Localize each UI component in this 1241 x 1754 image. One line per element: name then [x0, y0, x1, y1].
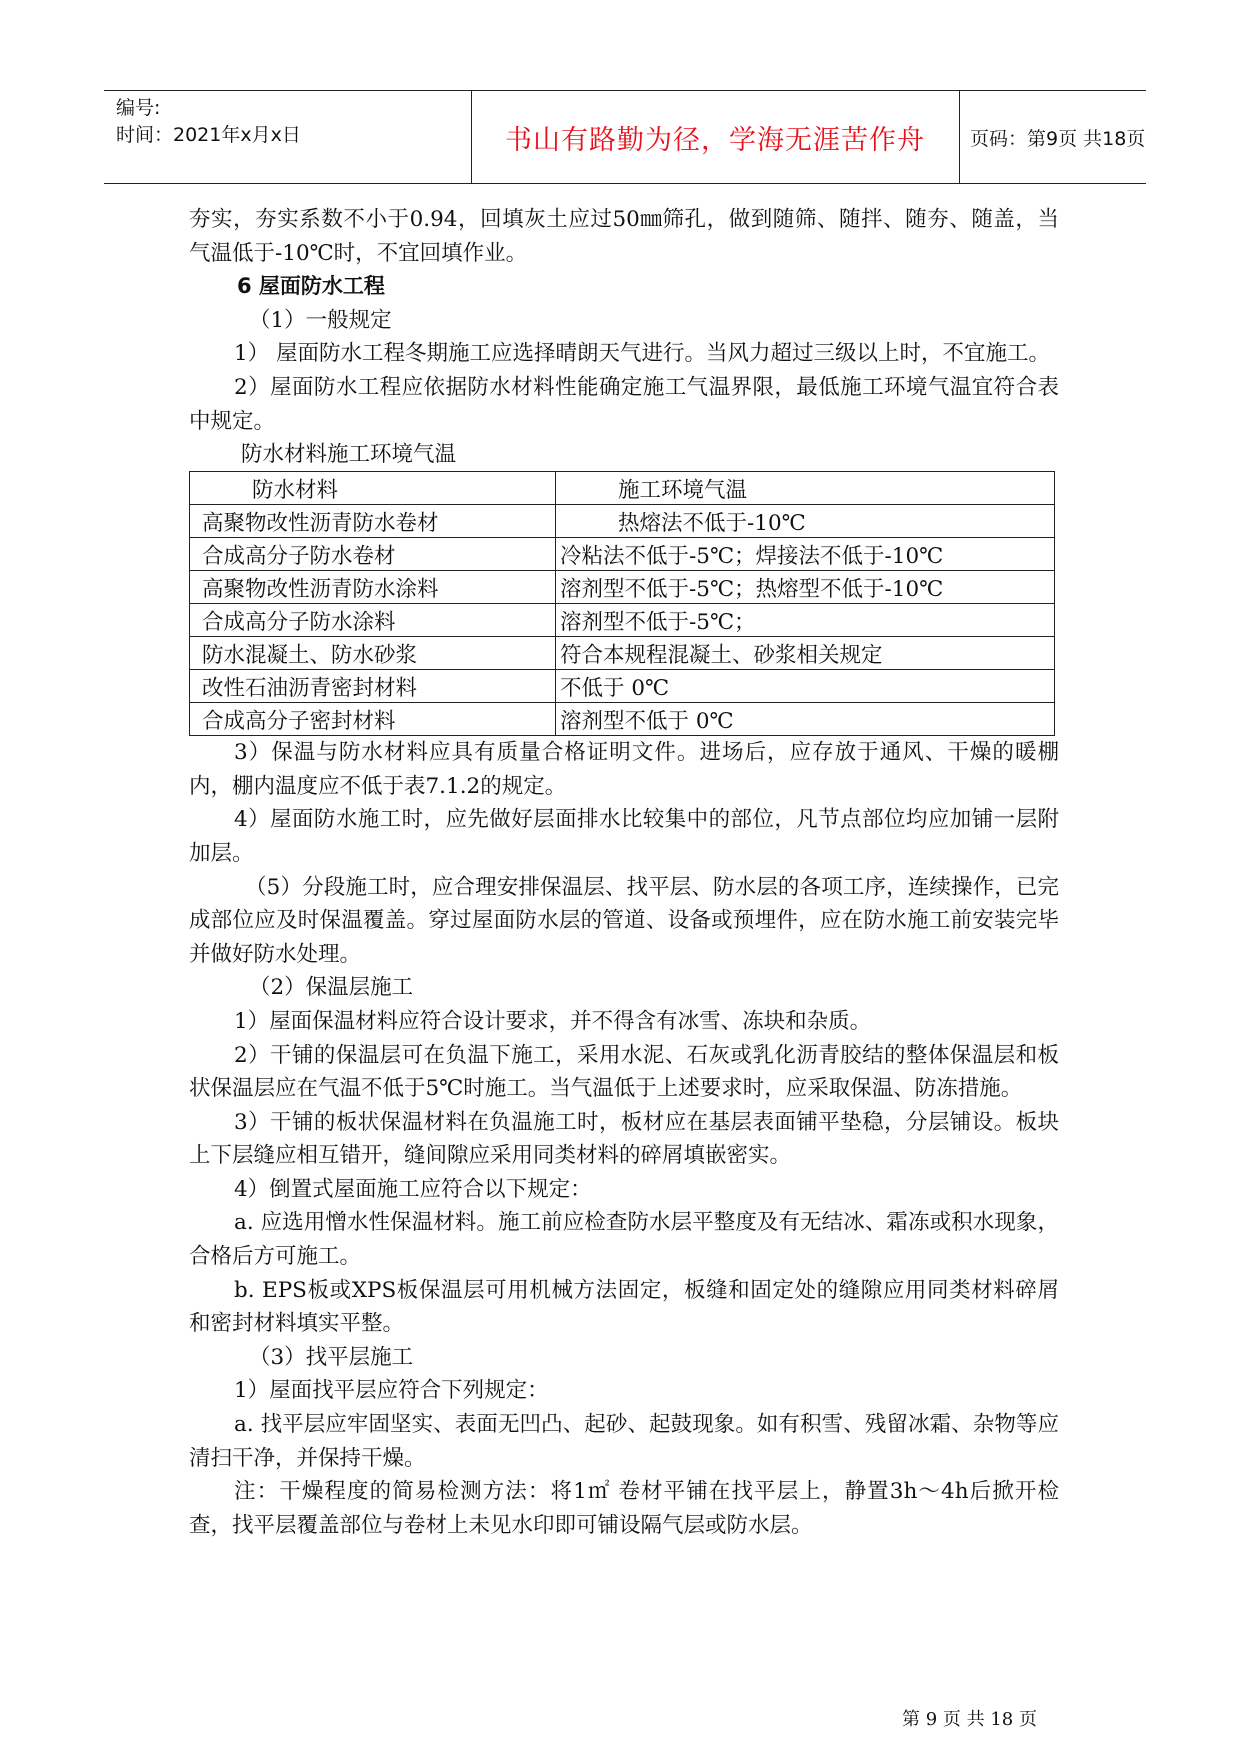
- table-row: [190, 571, 1055, 604]
- table-cell: 热熔法不低于-10℃: [556, 505, 1055, 538]
- page-footer: 第 9 页 共 18 页: [902, 1709, 1037, 1730]
- paragraph: b. EPS板或XPS板保温层可用机械方法固定，板缝和固定处的缝隙应用同类材料碎屑和密封材料填实平整。: [189, 1277, 1059, 1337]
- paragraph: 1） 屋面防水工程冬期施工应选择晴朗天气进行。当风力超过三级以上时，不宜施工。: [234, 341, 1051, 367]
- table-cell: 不低于 0℃: [556, 670, 1055, 703]
- table-cell: 高聚物改性沥青防水卷材: [190, 505, 556, 538]
- table-caption: 防水材料施工环境气温: [241, 442, 457, 468]
- table-cell: 溶剂型不低于-5℃；热熔型不低于-10℃: [556, 571, 1055, 604]
- table-cell: 溶剂型不低于 0℃: [556, 703, 1055, 736]
- time-label: 时间：2021年x月x日: [116, 124, 301, 146]
- subsection-title: （1）一般规定: [249, 307, 392, 333]
- table-cell: 合成高分子密封材料: [190, 703, 556, 736]
- table-row: [190, 505, 1055, 538]
- paragraph: 3）干铺的板状保温材料在负温施工时，板材应在基层表面铺平垫稳，分层铺设。板块上下层缝应相互错开，缝间隙应采用同类材料的碎屑填嵌密实。: [189, 1109, 1059, 1169]
- paragraph: 1）屋面找平层应符合下列规定：: [234, 1378, 549, 1404]
- table-row: [190, 637, 1055, 670]
- paragraph: 2）屋面防水工程应依据防水材料性能确定施工气温界限，最低施工环境气温宜符合表中规定。: [189, 374, 1059, 434]
- header-meta: [116, 95, 301, 149]
- document-body: [189, 203, 1059, 1542]
- table-header-cell: 施工环境气温: [556, 472, 1055, 505]
- document-header: [104, 90, 1146, 184]
- paragraph: 2）干铺的保温层可在负温下施工，采用水泥、石灰或乳化沥青胶结的整体保温层和板状保温层应在气温不低于5℃时施工。当气温低于上述要求时，应采取保温、防冻措施。: [189, 1042, 1059, 1102]
- table-row: [190, 670, 1055, 703]
- header-divider: [959, 91, 960, 183]
- number-label: 编号:: [116, 97, 161, 119]
- paragraph: 夯实，夯实系数不小于0.94，回填灰土应过50㎜筛孔，做到随筛、随拌、随夯、随盖，当气温低于-10℃时，不宜回填作业。: [189, 207, 1059, 266]
- table-row: [190, 703, 1055, 736]
- table-cell: 合成高分子防水涂料: [190, 604, 556, 637]
- table-row: [190, 604, 1055, 637]
- subsection-title: （3）找平层施工: [249, 1344, 414, 1370]
- table-cell: 溶剂型不低于-5℃；: [556, 604, 1055, 637]
- table-header-cell: 防水材料: [190, 472, 556, 505]
- paragraph: 1）屋面保温材料应符合设计要求，并不得含有冰雪、冻块和杂质。: [234, 1008, 872, 1034]
- table-cell: 合成高分子防水卷材: [190, 538, 556, 571]
- paragraph: 3）保温与防水材料应具有质量合格证明文件。进场后，应存放于通风、干燥的暖棚内，棚内温度应不低于表7.1.2的规定。: [189, 740, 1059, 799]
- table-cell: 高聚物改性沥青防水涂料: [190, 571, 556, 604]
- paragraph: 4）屋面防水施工时，应先做好层面排水比较集中的部位，凡节点部位均应加铺一层附加层。: [189, 807, 1059, 866]
- table-cell: 冷粘法不低于-5℃；焊接法不低于-10℃: [556, 538, 1055, 571]
- paragraph: a. 应选用憎水性保温材料。施工前应检查防水层平整度及有无结冰、霜冻或积水现象，合格后方可施工。: [189, 1210, 1059, 1270]
- table-row: [190, 538, 1055, 571]
- table-cell: 符合本规程混凝土、砂浆相关规定: [556, 637, 1055, 670]
- table-header-row: [190, 472, 1055, 505]
- table-cell: 改性石油沥青密封材料: [190, 670, 556, 703]
- table-cell: 防水混凝土、防水砂浆: [190, 637, 556, 670]
- paragraph: 4）倒置式屋面施工应符合以下规定：: [234, 1176, 592, 1202]
- paragraph: a. 找平层应牢固坚实、表面无凹凸、起砂、起鼓现象。如有积雪、残留冰霜、杂物等应清扫干净，并保持干燥。: [189, 1412, 1059, 1471]
- paragraph: 注：干燥程度的简易检测方法：将1㎡ 卷材平铺在找平层上，静置3h～4h后掀开检查，找平层覆盖部位与卷材上未见水印即可铺设隔气层或防水层。: [189, 1479, 1059, 1538]
- paragraph: （5）分段施工时，应合理安排保温层、找平层、防水层的各项工序，连续操作，已完成部位应及时保温覆盖。穿过屋面防水层的管道、设备或预埋件，应在防水施工前安装完毕并做好防水处理。: [189, 874, 1059, 967]
- header-motto: 书山有路勤为径，学海无涯苦作舟: [505, 124, 925, 156]
- materials-temperature-table: [189, 471, 1055, 736]
- subsection-title: （2）保温层施工: [249, 975, 414, 1001]
- section-heading: 6 屋面防水工程: [237, 274, 385, 299]
- header-page-label: 页码：第9页 共18页: [970, 127, 1146, 150]
